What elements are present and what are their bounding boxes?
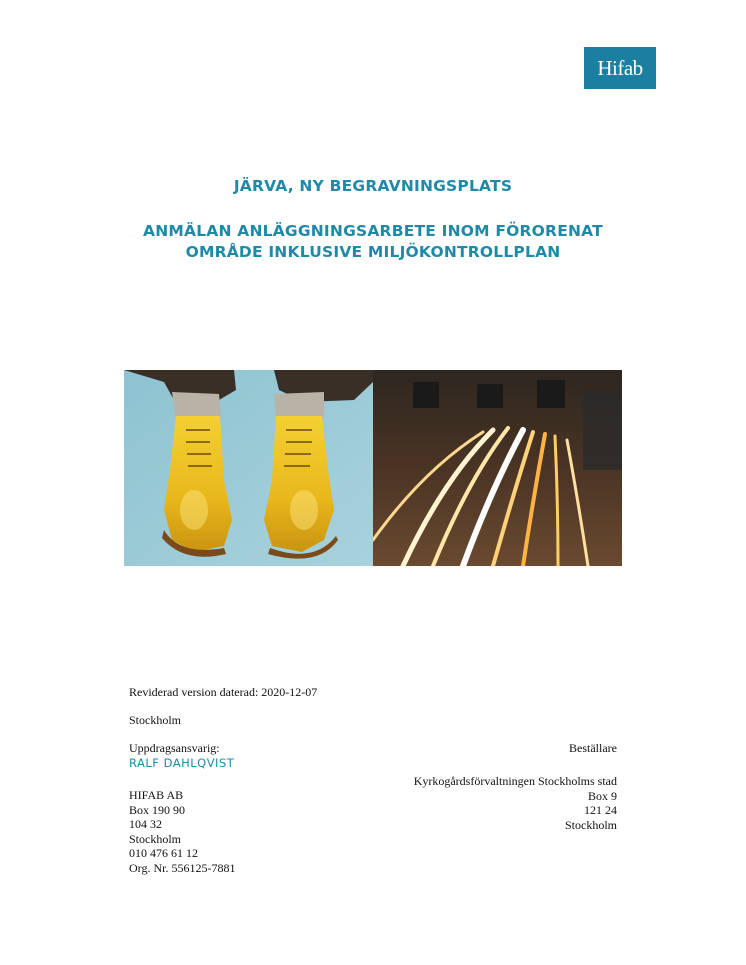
client-name: Kyrkogårdsförvaltningen Stockholms stad: [413, 774, 617, 788]
location: Stockholm: [129, 713, 182, 727]
hifab-logo: Hifab: [584, 47, 656, 89]
responsible-label: Uppdragsansvarig:: [129, 741, 220, 755]
client-postal: 121 24: [584, 803, 617, 817]
responsible-name: RALF DAHLQVIST: [129, 756, 235, 770]
document-title: JÄRVA, NY BEGRAVNINGSPLATS: [233, 177, 513, 195]
subtitle-line-2: OMRÅDE INKLUSIVE MILJÖKONTROLLPLAN: [185, 243, 561, 261]
company-org-number: Org. Nr. 556125-7881: [129, 860, 236, 875]
company-city: Stockholm: [129, 831, 182, 846]
client-address: [414, 774, 617, 832]
highway-lights-photo: [373, 370, 622, 566]
client-city: Stockholm: [564, 817, 617, 832]
client-label: Beställare: [569, 741, 617, 755]
company-name: HIFAB AB: [129, 788, 184, 802]
revision-date: Reviderad version daterad: 2020-12-07: [129, 685, 318, 699]
document-subtitle: [0, 221, 746, 263]
yellow-boots-photo: [124, 370, 373, 566]
company-phone: 010 476 61 12: [129, 846, 198, 860]
cover-images: [124, 370, 622, 566]
company-postal: 104 32: [129, 817, 162, 831]
company-box: Box 190 90: [129, 802, 186, 817]
client-box: Box 9: [587, 788, 617, 803]
subtitle-line-1: ANMÄLAN ANLÄGGNINGSARBETE INOM FÖRORENAT: [143, 222, 603, 240]
company-address: [129, 788, 235, 875]
